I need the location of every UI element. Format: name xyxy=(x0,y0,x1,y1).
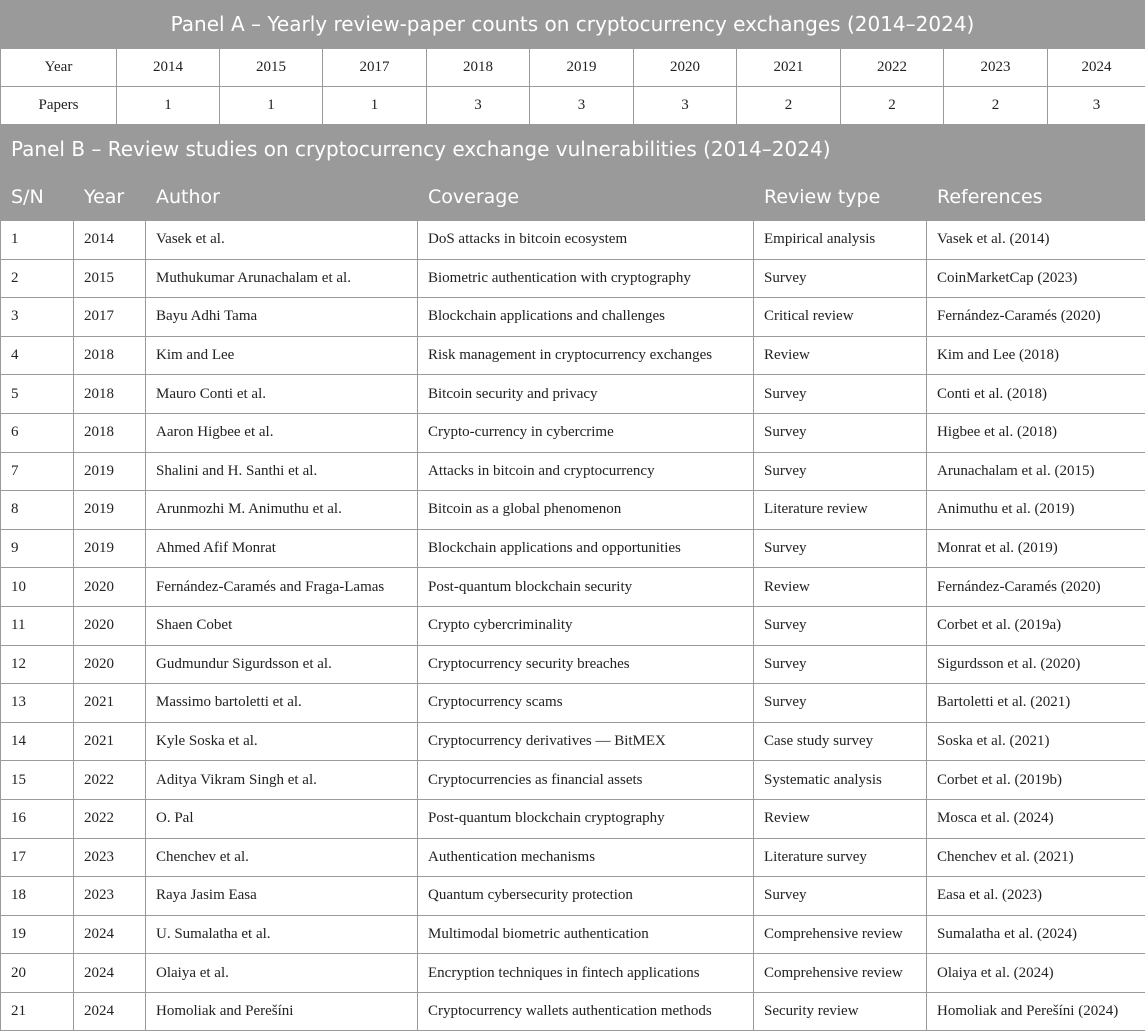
cell-sn: 4 xyxy=(1,336,74,375)
cell-review-type: Survey xyxy=(754,413,927,452)
cell-references: Sumalatha et al. (2024) xyxy=(927,915,1145,954)
cell-references: Corbet et al. (2019b) xyxy=(927,761,1145,800)
cell-year: 2021 xyxy=(74,722,146,761)
cell-year: 2018 xyxy=(74,413,146,452)
cell-author: Raya Jasim Easa xyxy=(146,877,418,916)
table-row xyxy=(1,606,1145,645)
cell-year: 2017 xyxy=(74,298,146,337)
cell-references: Corbet et al. (2019a) xyxy=(927,606,1145,645)
cell-review-type: Survey xyxy=(754,877,927,916)
table-row xyxy=(1,877,1145,916)
cell-year: 2022 xyxy=(74,761,146,800)
cell-year: 2020 xyxy=(74,606,146,645)
cell-review-type: Systematic analysis xyxy=(754,761,927,800)
cell-coverage: Bitcoin as a global phenomenon xyxy=(418,491,754,530)
table-row xyxy=(1,452,1145,491)
cell-references: Conti et al. (2018) xyxy=(927,375,1145,414)
cell-sn: 8 xyxy=(1,491,74,530)
cell-sn: 19 xyxy=(1,915,74,954)
papers-cell: 1 xyxy=(323,87,427,125)
cell-references: Homoliak and Perešíni (2024) xyxy=(927,992,1145,1031)
cell-coverage: Attacks in bitcoin and cryptocurrency xyxy=(418,452,754,491)
year-cell: 2021 xyxy=(737,49,841,87)
cell-sn: 21 xyxy=(1,992,74,1031)
cell-references: Sigurdsson et al. (2020) xyxy=(927,645,1145,684)
cell-author: O. Pal xyxy=(146,799,418,838)
cell-year: 2022 xyxy=(74,799,146,838)
header-row xyxy=(1,174,1145,221)
cell-review-type: Security review xyxy=(754,992,927,1031)
cell-references: Arunachalam et al. (2015) xyxy=(927,452,1145,491)
yearly-counts-table xyxy=(0,48,1145,125)
cell-year: 2019 xyxy=(74,491,146,530)
review-table-body xyxy=(1,221,1145,1031)
header-year: Year xyxy=(74,174,146,221)
cell-references: Bartoletti et al. (2021) xyxy=(927,684,1145,723)
year-cell: 2019 xyxy=(530,49,634,87)
table-row xyxy=(1,259,1145,298)
cell-year: 2024 xyxy=(74,915,146,954)
header-references: References xyxy=(927,174,1145,221)
cell-review-type: Review xyxy=(754,568,927,607)
cell-year: 2023 xyxy=(74,838,146,877)
papers-cell: 1 xyxy=(220,87,323,125)
cell-coverage: Blockchain applications and opportunities xyxy=(418,529,754,568)
cell-coverage: Cryptocurrency scams xyxy=(418,684,754,723)
cell-review-type: Comprehensive review xyxy=(754,915,927,954)
cell-author: Muthukumar Arunachalam et al. xyxy=(146,259,418,298)
cell-year: 2024 xyxy=(74,992,146,1031)
header-coverage: Coverage xyxy=(418,174,754,221)
year-cell: 2024 xyxy=(1048,49,1145,87)
cell-coverage: Authentication mechanisms xyxy=(418,838,754,877)
year-cell: 2014 xyxy=(117,49,220,87)
table-row xyxy=(1,413,1145,452)
year-cell: 2020 xyxy=(634,49,737,87)
cell-author: Bayu Adhi Tama xyxy=(146,298,418,337)
year-cell: 2018 xyxy=(427,49,530,87)
cell-year: 2014 xyxy=(74,221,146,260)
header-review-type: Review type xyxy=(754,174,927,221)
panel-a-title xyxy=(0,0,1145,48)
cell-author: Arunmozhi M. Animuthu et al. xyxy=(146,491,418,530)
cell-references: Chenchev et al. (2021) xyxy=(927,838,1145,877)
cell-coverage: Bitcoin security and privacy xyxy=(418,375,754,414)
cell-sn: 18 xyxy=(1,877,74,916)
cell-review-type: Comprehensive review xyxy=(754,954,927,993)
cell-references: Mosca et al. (2024) xyxy=(927,799,1145,838)
papers-cell: 3 xyxy=(634,87,737,125)
cell-references: Fernández-Caramés (2020) xyxy=(927,568,1145,607)
papers-cell: 2 xyxy=(944,87,1048,125)
cell-author: Massimo bartoletti et al. xyxy=(146,684,418,723)
cell-sn: 1 xyxy=(1,221,74,260)
table-row xyxy=(1,336,1145,375)
cell-review-type: Survey xyxy=(754,375,927,414)
cell-coverage: Post-quantum blockchain security xyxy=(418,568,754,607)
table-row xyxy=(1,761,1145,800)
cell-year: 2018 xyxy=(74,375,146,414)
cell-sn: 12 xyxy=(1,645,74,684)
cell-sn: 17 xyxy=(1,838,74,877)
table-row xyxy=(1,375,1145,414)
papers-row xyxy=(1,87,1145,125)
cell-coverage: Cryptocurrency wallets authentication methods xyxy=(418,992,754,1031)
table-row xyxy=(1,838,1145,877)
cell-review-type: Critical review xyxy=(754,298,927,337)
table-row xyxy=(1,298,1145,337)
header-author: Author xyxy=(146,174,418,221)
table-row xyxy=(1,221,1145,260)
papers-cell: 3 xyxy=(530,87,634,125)
cell-author: U. Sumalatha et al. xyxy=(146,915,418,954)
cell-author: Shaen Cobet xyxy=(146,606,418,645)
panel-b-title xyxy=(0,125,1145,173)
cell-coverage: Crypto cybercriminality xyxy=(418,606,754,645)
cell-sn: 13 xyxy=(1,684,74,723)
cell-sn: 2 xyxy=(1,259,74,298)
cell-sn: 16 xyxy=(1,799,74,838)
cell-coverage: Quantum cybersecurity protection xyxy=(418,877,754,916)
cell-coverage: Biometric authentication with cryptography xyxy=(418,259,754,298)
cell-sn: 9 xyxy=(1,529,74,568)
table-row xyxy=(1,799,1145,838)
cell-review-type: Survey xyxy=(754,645,927,684)
year-cell: 2022 xyxy=(841,49,944,87)
cell-sn: 15 xyxy=(1,761,74,800)
cell-sn: 11 xyxy=(1,606,74,645)
cell-author: Aditya Vikram Singh et al. xyxy=(146,761,418,800)
table-row xyxy=(1,722,1145,761)
year-cell: 2017 xyxy=(323,49,427,87)
year-cell: 2015 xyxy=(220,49,323,87)
review-studies-table xyxy=(0,173,1145,1031)
cell-coverage: Cryptocurrency security breaches xyxy=(418,645,754,684)
cell-sn: 7 xyxy=(1,452,74,491)
table-row xyxy=(1,684,1145,723)
cell-year: 2019 xyxy=(74,529,146,568)
papers-cell: 3 xyxy=(1048,87,1145,125)
cell-review-type: Empirical analysis xyxy=(754,221,927,260)
cell-sn: 6 xyxy=(1,413,74,452)
cell-coverage: Crypto-currency in cybercrime xyxy=(418,413,754,452)
table-row xyxy=(1,915,1145,954)
cell-references: Animuthu et al. (2019) xyxy=(927,491,1145,530)
papers-cell: 3 xyxy=(427,87,530,125)
cell-review-type: Survey xyxy=(754,606,927,645)
cell-author: Kyle Soska et al. xyxy=(146,722,418,761)
cell-references: Olaiya et al. (2024) xyxy=(927,954,1145,993)
cell-references: Soska et al. (2021) xyxy=(927,722,1145,761)
year-cell: 2023 xyxy=(944,49,1048,87)
cell-author: Fernández-Caramés and Fraga-Lamas xyxy=(146,568,418,607)
cell-year: 2019 xyxy=(74,452,146,491)
cell-references: Kim and Lee (2018) xyxy=(927,336,1145,375)
cell-review-type: Review xyxy=(754,799,927,838)
cell-review-type: Literature review xyxy=(754,491,927,530)
cell-references: Easa et al. (2023) xyxy=(927,877,1145,916)
cell-year: 2021 xyxy=(74,684,146,723)
cell-references: Higbee et al. (2018) xyxy=(927,413,1145,452)
cell-author: Chenchev et al. xyxy=(146,838,418,877)
table-row xyxy=(1,491,1145,530)
papers-cell: 2 xyxy=(737,87,841,125)
cell-sn: 20 xyxy=(1,954,74,993)
cell-references: Vasek et al. (2014) xyxy=(927,221,1145,260)
cell-sn: 14 xyxy=(1,722,74,761)
cell-coverage: Multimodal biometric authentication xyxy=(418,915,754,954)
cell-author: Olaiya et al. xyxy=(146,954,418,993)
cell-review-type: Survey xyxy=(754,529,927,568)
table-row xyxy=(1,954,1145,993)
cell-sn: 3 xyxy=(1,298,74,337)
cell-year: 2015 xyxy=(74,259,146,298)
cell-year: 2018 xyxy=(74,336,146,375)
cell-coverage: Risk management in cryptocurrency exchanges xyxy=(418,336,754,375)
table-row xyxy=(1,529,1145,568)
year-row xyxy=(1,49,1145,87)
cell-year: 2020 xyxy=(74,645,146,684)
cell-year: 2020 xyxy=(74,568,146,607)
panel-b-title-text: Panel B – Review studies on cryptocurrency exchange vulnerabilities (2014–2024) xyxy=(11,137,831,161)
cell-author: Vasek et al. xyxy=(146,221,418,260)
cell-references: Monrat et al. (2019) xyxy=(927,529,1145,568)
cell-coverage: Post-quantum blockchain cryptography xyxy=(418,799,754,838)
papers-cell: 2 xyxy=(841,87,944,125)
cell-author: Gudmundur Sigurdsson et al. xyxy=(146,645,418,684)
cell-coverage: Cryptocurrencies as financial assets xyxy=(418,761,754,800)
cell-review-type: Survey xyxy=(754,684,927,723)
table-row xyxy=(1,992,1145,1031)
cell-references: Fernández-Caramés (2020) xyxy=(927,298,1145,337)
cell-sn: 5 xyxy=(1,375,74,414)
cell-review-type: Survey xyxy=(754,452,927,491)
cell-author: Shalini and H. Santhi et al. xyxy=(146,452,418,491)
cell-review-type: Survey xyxy=(754,259,927,298)
cell-year: 2024 xyxy=(74,954,146,993)
panel-a-title-text: Panel A – Yearly review-paper counts on cryptocurrency exchanges (2014–2024) xyxy=(171,12,975,36)
cell-review-type: Review xyxy=(754,336,927,375)
cell-coverage: Blockchain applications and challenges xyxy=(418,298,754,337)
cell-author: Ahmed Afif Monrat xyxy=(146,529,418,568)
cell-author: Homoliak and Perešíni xyxy=(146,992,418,1031)
header-sn: S/N xyxy=(1,174,74,221)
cell-year: 2023 xyxy=(74,877,146,916)
year-label: Year xyxy=(1,49,117,87)
cell-review-type: Case study survey xyxy=(754,722,927,761)
papers-cell: 1 xyxy=(117,87,220,125)
cell-coverage: Cryptocurrency derivatives — BitMEX xyxy=(418,722,754,761)
cell-sn: 10 xyxy=(1,568,74,607)
papers-label: Papers xyxy=(1,87,117,125)
cell-author: Aaron Higbee et al. xyxy=(146,413,418,452)
cell-author: Mauro Conti et al. xyxy=(146,375,418,414)
cell-author: Kim and Lee xyxy=(146,336,418,375)
cell-review-type: Literature survey xyxy=(754,838,927,877)
cell-coverage: Encryption techniques in fintech applications xyxy=(418,954,754,993)
table-row xyxy=(1,645,1145,684)
table-row xyxy=(1,568,1145,607)
cell-references: CoinMarketCap (2023) xyxy=(927,259,1145,298)
cell-coverage: DoS attacks in bitcoin ecosystem xyxy=(418,221,754,260)
